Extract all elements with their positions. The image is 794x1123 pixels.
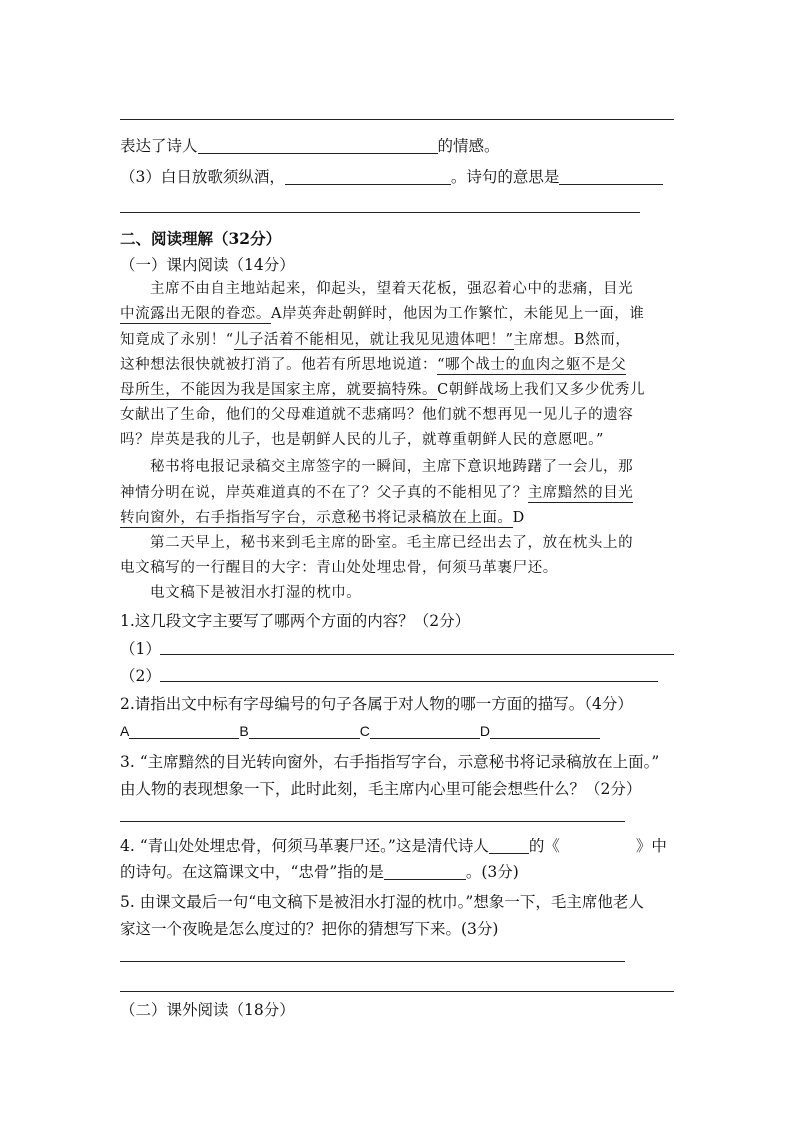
- passage-line: [120, 328, 631, 349]
- passage-line: 第二天早上，秘书来到毛主席的卧室。毛主席已经出去了，放在枕头上的: [150, 535, 634, 551]
- passage-line: [120, 302, 644, 323]
- passage-line: [120, 506, 525, 527]
- question-1: 1.这几段文字主要写了哪两个方面的内容？（2分）: [120, 612, 471, 630]
- underlined-sentence: “哪个战士的血肉之躯不是父: [437, 357, 627, 373]
- passage-line: 电文稿写的一行醒目的大字：青山处处埋忠骨，何须马革裹尸还。: [120, 560, 558, 576]
- q2-prefix: 表达了诗人: [120, 137, 198, 155]
- q1-answer-2-label: （2）: [120, 667, 161, 685]
- part1-title: （一）课内阅读（14分）: [120, 256, 295, 274]
- passage-text: A岸英奔赴朝鲜时，他因为工作繁忙，未能见上一面，谁: [271, 306, 645, 322]
- q2-suffix: 的情感。: [437, 137, 500, 155]
- passage-text: 这种想法很快就被打消了。他若有所思地说道：: [120, 357, 438, 373]
- q4-text: 4. “青山处处埋忠骨，何须马革裹尸还。”这是清代诗人: [120, 837, 489, 855]
- q3-middle: 。诗句的意思是: [450, 168, 560, 186]
- part2-title: （二）课外阅读（18分）: [120, 1001, 295, 1019]
- label-c: C: [359, 723, 370, 739]
- q1-answer-1-label: （1）: [120, 640, 161, 658]
- q2-answer-row: [120, 721, 600, 740]
- passage-text: 知竟成了永别！“: [120, 332, 234, 348]
- underlined-sentence: 中流露出无限的眷恋。: [120, 306, 271, 322]
- label-d: D: [479, 723, 490, 739]
- passage-line: [120, 481, 633, 502]
- q4-text: 的诗句。在这篇课文中，“忠骨”指的是: [120, 863, 384, 881]
- passage-line: 女献出了生命，他们的父母难道就不悲痛吗？他们就不想再见一见儿子的遗容: [120, 407, 634, 423]
- answer-blank-d[interactable]: [490, 722, 600, 739]
- label-b: B: [239, 723, 249, 739]
- answer-line: [120, 119, 674, 120]
- passage-text: 主席想。B然而，: [513, 332, 631, 348]
- passage-text: D: [512, 510, 525, 526]
- passage-line: 电文稿下是被泪水打湿的枕巾。: [150, 585, 362, 601]
- answer-blank-zhonggu[interactable]: [384, 863, 466, 880]
- answer-blank-b[interactable]: [249, 722, 360, 739]
- underlined-sentence: 儿子活着不能相见，就让我见见遗体吧！”: [233, 332, 514, 348]
- question-4-line2: [120, 860, 519, 882]
- q3-line: [120, 165, 663, 187]
- underlined-sentence: 母所生，不能因为我是国家主席，就要搞特殊。: [120, 382, 438, 398]
- answer-blank[interactable]: [198, 137, 438, 154]
- section-title: 二、阅读理解（32分）: [120, 229, 282, 248]
- question-4-line1: [120, 834, 667, 856]
- answer-blank-a[interactable]: [129, 722, 239, 739]
- passage-text: C朝鲜战场上我们又多少优秀儿: [437, 382, 646, 398]
- question-2: 2.请指出文中标有字母编号的句子各属于对人物的哪一方面的描写。（4分）: [120, 695, 633, 713]
- question-5-line2: 家这一个夜晚是怎么度过的？把你的猜想写下来。(3分): [120, 920, 499, 938]
- answer-line[interactable]: [120, 961, 625, 962]
- question-3-line2: 由人物的表现想象一下，此时此刻，毛主席内心里可能会想些什么？（2分）: [120, 780, 642, 798]
- question-3-line1: 3. “主席黯然的目光转向窗外，右手指指写字台，示意秘书将记录稿放在上面。”: [120, 753, 660, 771]
- q4-text: 》中: [635, 837, 667, 855]
- passage-line: [120, 378, 645, 399]
- passage-line: 秘书将电报记录稿交主席签字的一瞬间，主席下意识地踌躇了一会儿，那: [150, 459, 634, 475]
- answer-blank[interactable]: [285, 168, 451, 185]
- answer-line: [120, 212, 640, 213]
- question-5-line1: 5. 由课文最后一句“电文稿下是被泪水打湿的枕巾。”想象一下，毛主席他老人: [120, 893, 644, 911]
- passage-line: 吗？岸英是我的儿子，也是朝鲜人民的儿子，就尊重朝鲜人民的意愿吧。”: [120, 432, 604, 448]
- answer-line[interactable]: [120, 991, 674, 992]
- answer-line[interactable]: [160, 681, 658, 682]
- answer-blank[interactable]: [559, 168, 663, 185]
- q4-text: 的《: [528, 837, 560, 855]
- underlined-sentence: 主席黯然的目光: [527, 485, 634, 501]
- q4-text: 。(3分): [465, 863, 519, 881]
- label-a: A: [120, 723, 130, 739]
- passage-line: [120, 353, 626, 374]
- passage-line: 主席不由自主地站起来，仰起头，望着天花板，强忍着心中的悲痛，目光: [150, 281, 634, 297]
- answer-blank-c[interactable]: [370, 722, 480, 739]
- q2-continuation-line: [120, 134, 500, 156]
- passage-text: 神情分明在说，岸英难道真的不在了？父子真的不能相见了？: [120, 485, 528, 501]
- answer-line[interactable]: [120, 821, 625, 822]
- q3-prefix: （3）白日放歌须纵酒，: [120, 168, 285, 186]
- answer-blank-poet[interactable]: [489, 837, 529, 854]
- answer-line[interactable]: [160, 654, 674, 655]
- underlined-sentence: 转向窗外，右手指指写字台，示意秘书将记录稿放在上面。: [120, 510, 513, 526]
